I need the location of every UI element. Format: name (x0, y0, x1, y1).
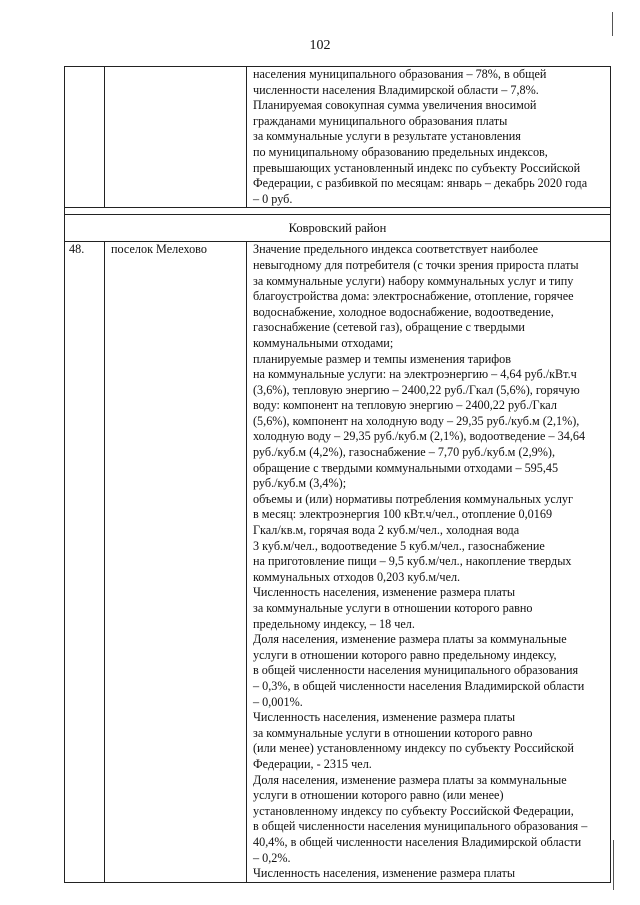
page-number: 102 (309, 38, 331, 53)
text-line: в общей численности населения муниципального образования – (253, 819, 588, 834)
text-line: руб./куб.м (4,2%), газоснабжение – 7,70 руб./куб.м (2,9%), (253, 445, 555, 460)
text-line: за коммунальные услуги в отношении которого равно (253, 725, 533, 740)
text-line: установленному индексу по субъекту Российской Федерации, (253, 803, 574, 818)
text-line: гражданами муниципального образования платы (253, 113, 508, 128)
place-cell-empty (105, 67, 247, 208)
text-line: руб./куб.м (3,4%); (253, 476, 347, 491)
text-line: (или менее) установленному индексу по субъекту Российской (253, 741, 574, 756)
text-line: на приготовление пищи – 9,5 куб.м/чел., накопление твердых (253, 554, 572, 569)
text-line: 40,4%, в общей численности населения Владимирской области (253, 834, 582, 849)
text-line: – 0,3%, в общей численности населения Владимирской области (253, 678, 585, 693)
text-line: Планируемая совокупная сумма увеличения вносимой (253, 98, 537, 113)
text-line: на коммунальные услуги: на электроэнергию – 4,64 руб./кВт.ч (253, 367, 577, 382)
text-line: Значение предельного индекса соответствует наиболее (253, 242, 539, 257)
text-line: Гкал/кв.м, горячая вода 2 куб.м/чел., холодная вода (253, 523, 520, 538)
table-row-gap (65, 208, 611, 215)
text-line: предельному индексу, – 18 чел. (253, 616, 415, 631)
text-line: объемы и (или) нормативы потребления коммунальных услуг (253, 491, 574, 506)
text-line: за коммунальные услуги в результате установления (253, 129, 521, 144)
text-line: Федерации, с разбивкой по месяцам: январь – декабрь 2020 года (253, 176, 588, 191)
text-line: холодную воду – 29,35 руб./куб.м (2,1%), водоотведение – 34,64 (253, 429, 586, 444)
text-line: воду: компонент на тепловую энергию – 2400,22 руб./Гкал (253, 398, 557, 413)
district-title: Ковровский район (65, 215, 611, 242)
text-line: численности населения Владимирской области – 7,8%. (253, 82, 539, 97)
text-line: за коммунальные услуги в отношении которого равно (253, 601, 533, 615)
text-line: газоснабжение (сетевой газ), обращение с твердыми (253, 320, 525, 335)
text-line: в общей численности населения муниципального образования (253, 663, 579, 678)
table-row-continued (65, 67, 611, 208)
text-line: Федерации, - 2315 чел. (253, 756, 372, 771)
description-cell (247, 67, 611, 208)
text-line: Доля населения, изменение размера платы за коммунальные (253, 772, 567, 787)
text-line: по муниципальному образованию предельных индексов, (253, 144, 548, 159)
description-cell (247, 242, 611, 882)
text-line: превышающих установленный индекс по субъекту Российской (253, 160, 581, 175)
text-line: – 0,2%. (253, 850, 291, 865)
text-line: (5,6%), компонент на холодную воду – 29,35 руб./куб.м (2,1%), (253, 413, 580, 428)
text-line: коммунальными отходами; (253, 335, 394, 350)
text-line: в месяц: электроэнергия 100 кВт.ч/чел., отопление 0,0169 (253, 507, 553, 522)
gap-cell (65, 208, 611, 215)
table-row (65, 242, 611, 882)
text-line: населения муниципального образования – 78%, в общей (253, 67, 547, 81)
document-table (64, 66, 611, 883)
text-line: (3,6%), тепловую энергию – 2400,22 руб./Гкал (5,6%), горячую (253, 382, 580, 397)
place-name: поселок Мелехово (105, 242, 247, 882)
text-line: благоустройства дома: электроснабжение, отопление, горячее (253, 289, 574, 304)
scan-edge-mark (613, 840, 614, 890)
text-line: невыгодному для потребителя (с точки зрения прироста платы (253, 257, 579, 272)
text-line: – 0 руб. (253, 191, 293, 206)
scan-edge-mark (612, 12, 613, 36)
text-line: Доля населения, изменение размера платы за коммунальные (253, 632, 567, 647)
text-line: коммунальных отходов 0,203 куб.м/чел. (253, 569, 461, 584)
district-header-row (65, 215, 611, 242)
row-number-cell-empty (65, 67, 105, 208)
text-line: водоснабжение, холодное водоснабжение, водоотведение, (253, 304, 554, 319)
text-line: Численность населения, изменение размера платы (253, 710, 516, 725)
text-line: планируемые размер и темпы изменения тарифов (253, 351, 512, 366)
text-line: услуги в отношении которого равно предельному индексу, (253, 647, 557, 662)
row-number: 48. (65, 242, 105, 882)
text-line: за коммунальные услуги) набору коммунальных услуг и типу (253, 273, 574, 288)
text-line: Численность населения, изменение размера платы (253, 585, 516, 600)
text-line: – 0,001%. (253, 694, 303, 709)
text-line: 3 куб.м/чел., водоотведение 5 куб.м/чел., газоснабжение (253, 538, 545, 553)
text-line: услуги в отношении которого равно (или менее) (253, 788, 504, 803)
text-line: Численность населения, изменение размера платы (253, 866, 516, 881)
text-line: обращение с твердыми коммунальными отходами – 595,45 (253, 460, 559, 475)
